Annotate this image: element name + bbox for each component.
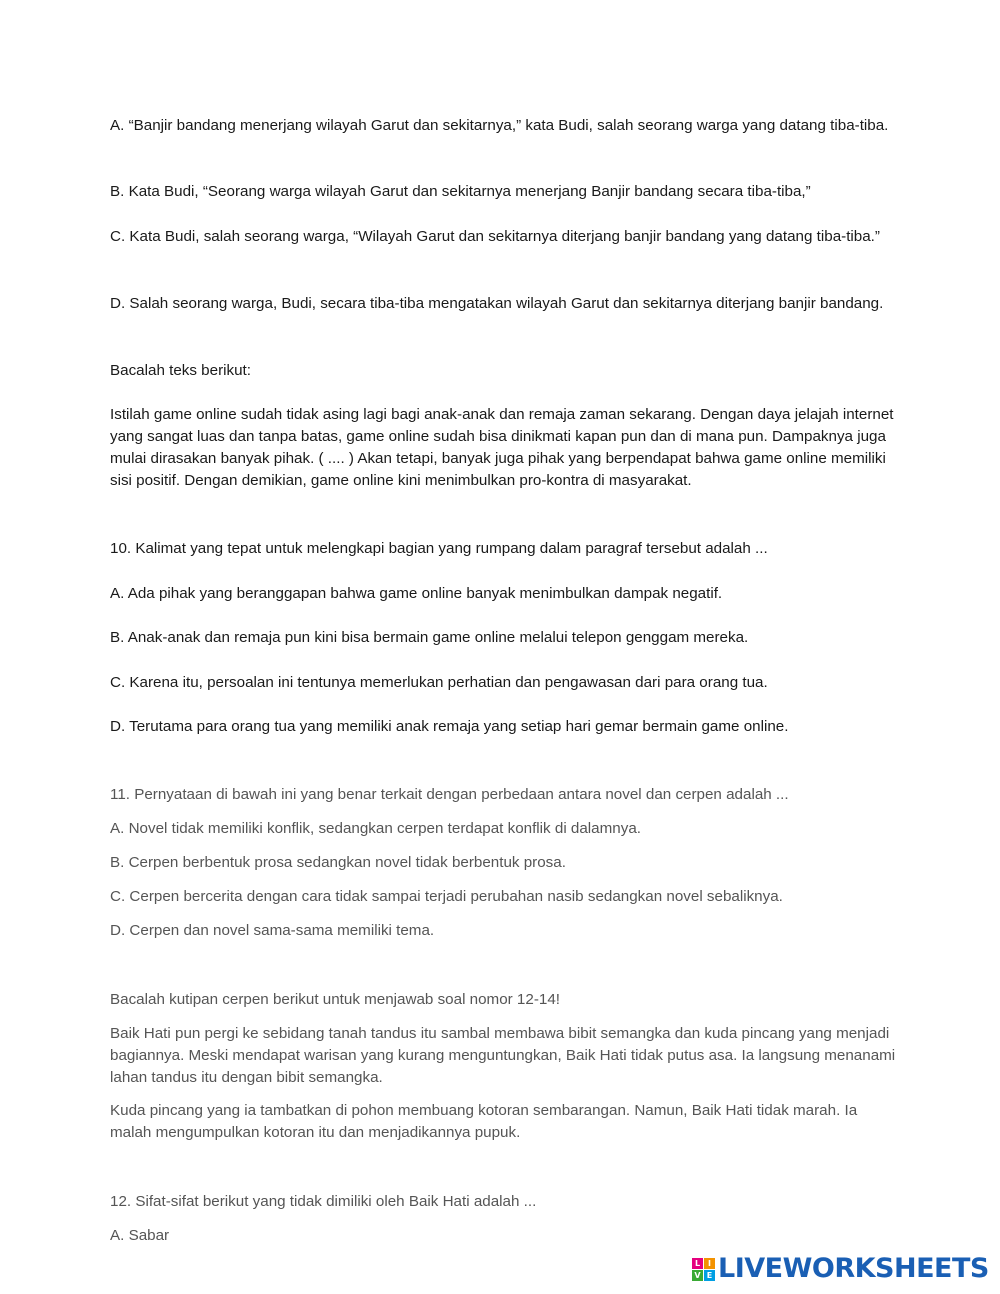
q11-question: 11. Pernyataan di bawah ini yang benar terkait dengan perbedaan antara novel dan cerpen adalah ...	[110, 786, 789, 803]
q11-option-c[interactable]: C. Cerpen bercerita dengan cara tidak sampai terjadi perubahan nasib sedangkan novel sebaliknya.	[110, 888, 783, 905]
reading-passage: Istilah game online sudah tidak asing lagi bagi anak-anak dan remaja zaman sekarang. Dengan daya jelajah internet yang sangat luas dan tanpa batas, game online sudah bisa dinikmati kapan pun dan di mana pun. Dampaknya juga mulai dirasakan banyak pihak. ( .... ) Akan tetapi, banyak juga pihak yang berpendapat bahwa game online memiliki sisi positif. Dengan demikian, game online kini menimbulkan pro-kontra di masyarakat.	[110, 406, 894, 489]
story-paragraph-2: Kuda pincang yang ia tambatkan di pohon membuang kotoran sembarangan. Namun, Baik Hati tidak marah. Ia malah mengumpulkan kotoran itu dan menjadikannya pupuk.	[110, 1102, 858, 1141]
logo-tile: L	[692, 1258, 703, 1269]
logo-text: LIVEWORKSHEETS	[718, 1253, 989, 1284]
story-paragraph-1: Baik Hati pun pergi ke sebidang tanah tandus itu sambal membawa bibit semangka dan kuda pincang yang menjadi bagiannya. Meski mendapat warisan yang kurang menguntungkan, Baik Hati tidak putus asa. Ia langsung menanami lahan tandus itu dengan bibit semangka.	[110, 1025, 896, 1086]
q11-option-b[interactable]: B. Cerpen berbentuk prosa sedangkan novel tidak berbentuk prosa.	[110, 854, 566, 871]
q11-option-d[interactable]: D. Cerpen dan novel sama-sama memiliki tema.	[110, 922, 435, 939]
story-instruction: Bacalah kutipan cerpen berikut untuk menjawab soal nomor 12-14!	[110, 991, 560, 1008]
logo-tile: I	[704, 1258, 715, 1269]
q10-option-c[interactable]: C. Karena itu, persoalan ini tentunya memerlukan perhatian dan pengawasan dari para orang tua.	[110, 674, 768, 691]
q9-option-d[interactable]: D. Salah seorang warga, Budi, secara tiba-tiba mengatakan wilayah Garut dan sekitarnya diterjang banjir bandang.	[110, 295, 884, 312]
q10-option-b[interactable]: B. Anak-anak dan remaja pun kini bisa bermain game online melalui telepon genggam mereka.	[110, 629, 749, 646]
q12-question: 12. Sifat-sifat berikut yang tidak dimiliki oleh Baik Hati adalah ...	[110, 1193, 537, 1210]
liveworksheets-logo	[692, 1254, 989, 1284]
q12-option-a[interactable]: A. Sabar	[110, 1227, 170, 1244]
logo-tile: E	[704, 1270, 715, 1281]
q9-option-c[interactable]: C. Kata Budi, salah seorang warga, “Wilayah Garut dan sekitarnya diterjang banjir bandang yang datang tiba-tiba.”	[110, 228, 880, 245]
q9-option-a[interactable]: A. “Banjir bandang menerjang wilayah Garut dan sekitarnya,” kata Budi, salah seorang warga yang datang tiba-tiba.	[110, 117, 889, 134]
reading-instruction: Bacalah teks berikut:	[110, 362, 251, 379]
q9-option-b[interactable]: B. Kata Budi, “Seorang warga wilayah Garut dan sekitarnya menerjang Banjir bandang secara tiba-tiba,”	[110, 183, 811, 200]
q10-option-a[interactable]: A. Ada pihak yang beranggapan bahwa game online banyak menimbulkan dampak negatif.	[110, 585, 723, 602]
liveworksheets-logo-icon	[692, 1258, 715, 1281]
logo-tile: V	[692, 1270, 703, 1281]
q10-option-d[interactable]: D. Terutama para orang tua yang memiliki anak remaja yang setiap hari gemar bermain game online.	[110, 718, 789, 735]
q10-question: 10. Kalimat yang tepat untuk melengkapi bagian yang rumpang dalam paragraf tersebut adalah ...	[110, 540, 768, 557]
q11-option-a[interactable]: A. Novel tidak memiliki konflik, sedangkan cerpen terdapat konflik di dalamnya.	[110, 820, 641, 837]
